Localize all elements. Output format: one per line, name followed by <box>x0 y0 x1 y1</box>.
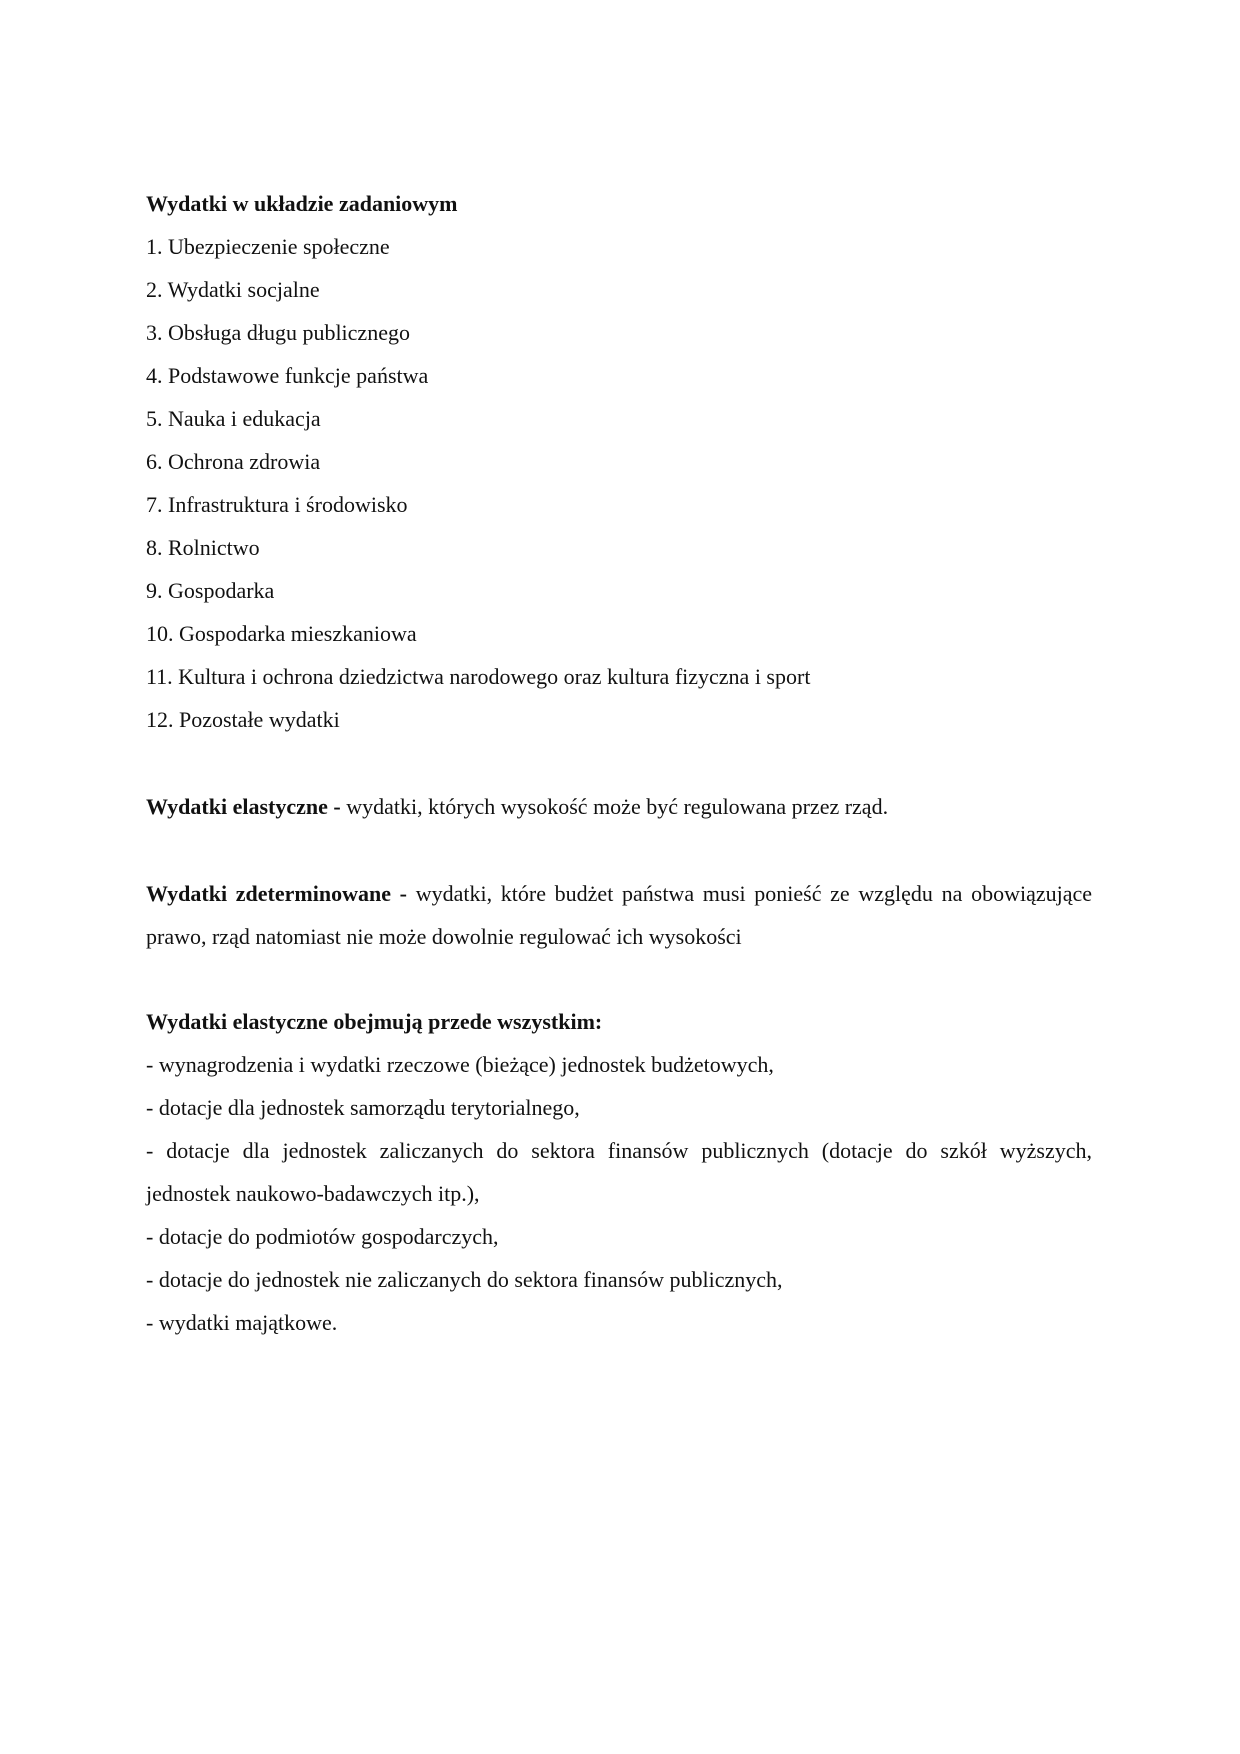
list-item: 11. Kultura i ochrona dziedzictwa narodowego oraz kultura fizyczna i sport <box>146 664 811 689</box>
term: Wydatki elastyczne - <box>146 794 341 819</box>
list-item: 2. Wydatki socjalne <box>146 277 320 302</box>
list-item: 5. Nauka i edukacja <box>146 406 321 431</box>
section-title: Wydatki w układzie zadaniowym <box>146 191 458 216</box>
list-item: - dotacje dla jednostek zaliczanych do sektora finansów publicznych (dotacje do szkół wyższych, jednostek naukowo-badawczych itp.), <box>146 1138 1092 1206</box>
list-item: 6. Ochrona zdrowia <box>146 449 321 474</box>
definition: wydatki, których wysokość może być regulowana przez rząd. <box>340 794 889 819</box>
elastic-definition <box>146 785 1092 828</box>
list-item: 9. Gospodarka <box>146 578 275 603</box>
list-item: 1. Ubezpieczenie społeczne <box>146 234 390 259</box>
list-item: - dotacje do podmiotów gospodarczych, <box>146 1224 499 1249</box>
definition: wydatki, które budżet państwa musi ponieść ze względu na obowiązujące prawo, rząd natomiast nie może dowolnie regulować ich wysokości <box>146 881 1093 949</box>
determined-definition <box>146 872 1092 958</box>
list-item: 12. Pozostałe wydatki <box>146 707 340 732</box>
task-expenditure-section <box>146 182 1092 741</box>
list-item: - dotacje do jednostek nie zaliczanych do sektora finansów publicznych, <box>146 1267 783 1292</box>
list-item: 3. Obsługa długu publicznego <box>146 320 410 345</box>
list-item: - wynagrodzenia i wydatki rzeczowe (bieżące) jednostek budżetowych, <box>146 1052 774 1077</box>
list-item: - wydatki majątkowe. <box>146 1310 338 1335</box>
list-item: 10. Gospodarka mieszkaniowa <box>146 621 417 646</box>
elastic-scope-section <box>146 1000 1092 1344</box>
list-item: 8. Rolnictwo <box>146 535 260 560</box>
term: Wydatki zdeterminowane - <box>146 881 407 906</box>
list-item: - dotacje dla jednostek samorządu terytorialnego, <box>146 1095 580 1120</box>
list-item: 4. Podstawowe funkcje państwa <box>146 363 429 388</box>
list-item: 7. Infrastruktura i środowisko <box>146 492 408 517</box>
section-title: Wydatki elastyczne obejmują przede wszystkim: <box>146 1009 603 1034</box>
